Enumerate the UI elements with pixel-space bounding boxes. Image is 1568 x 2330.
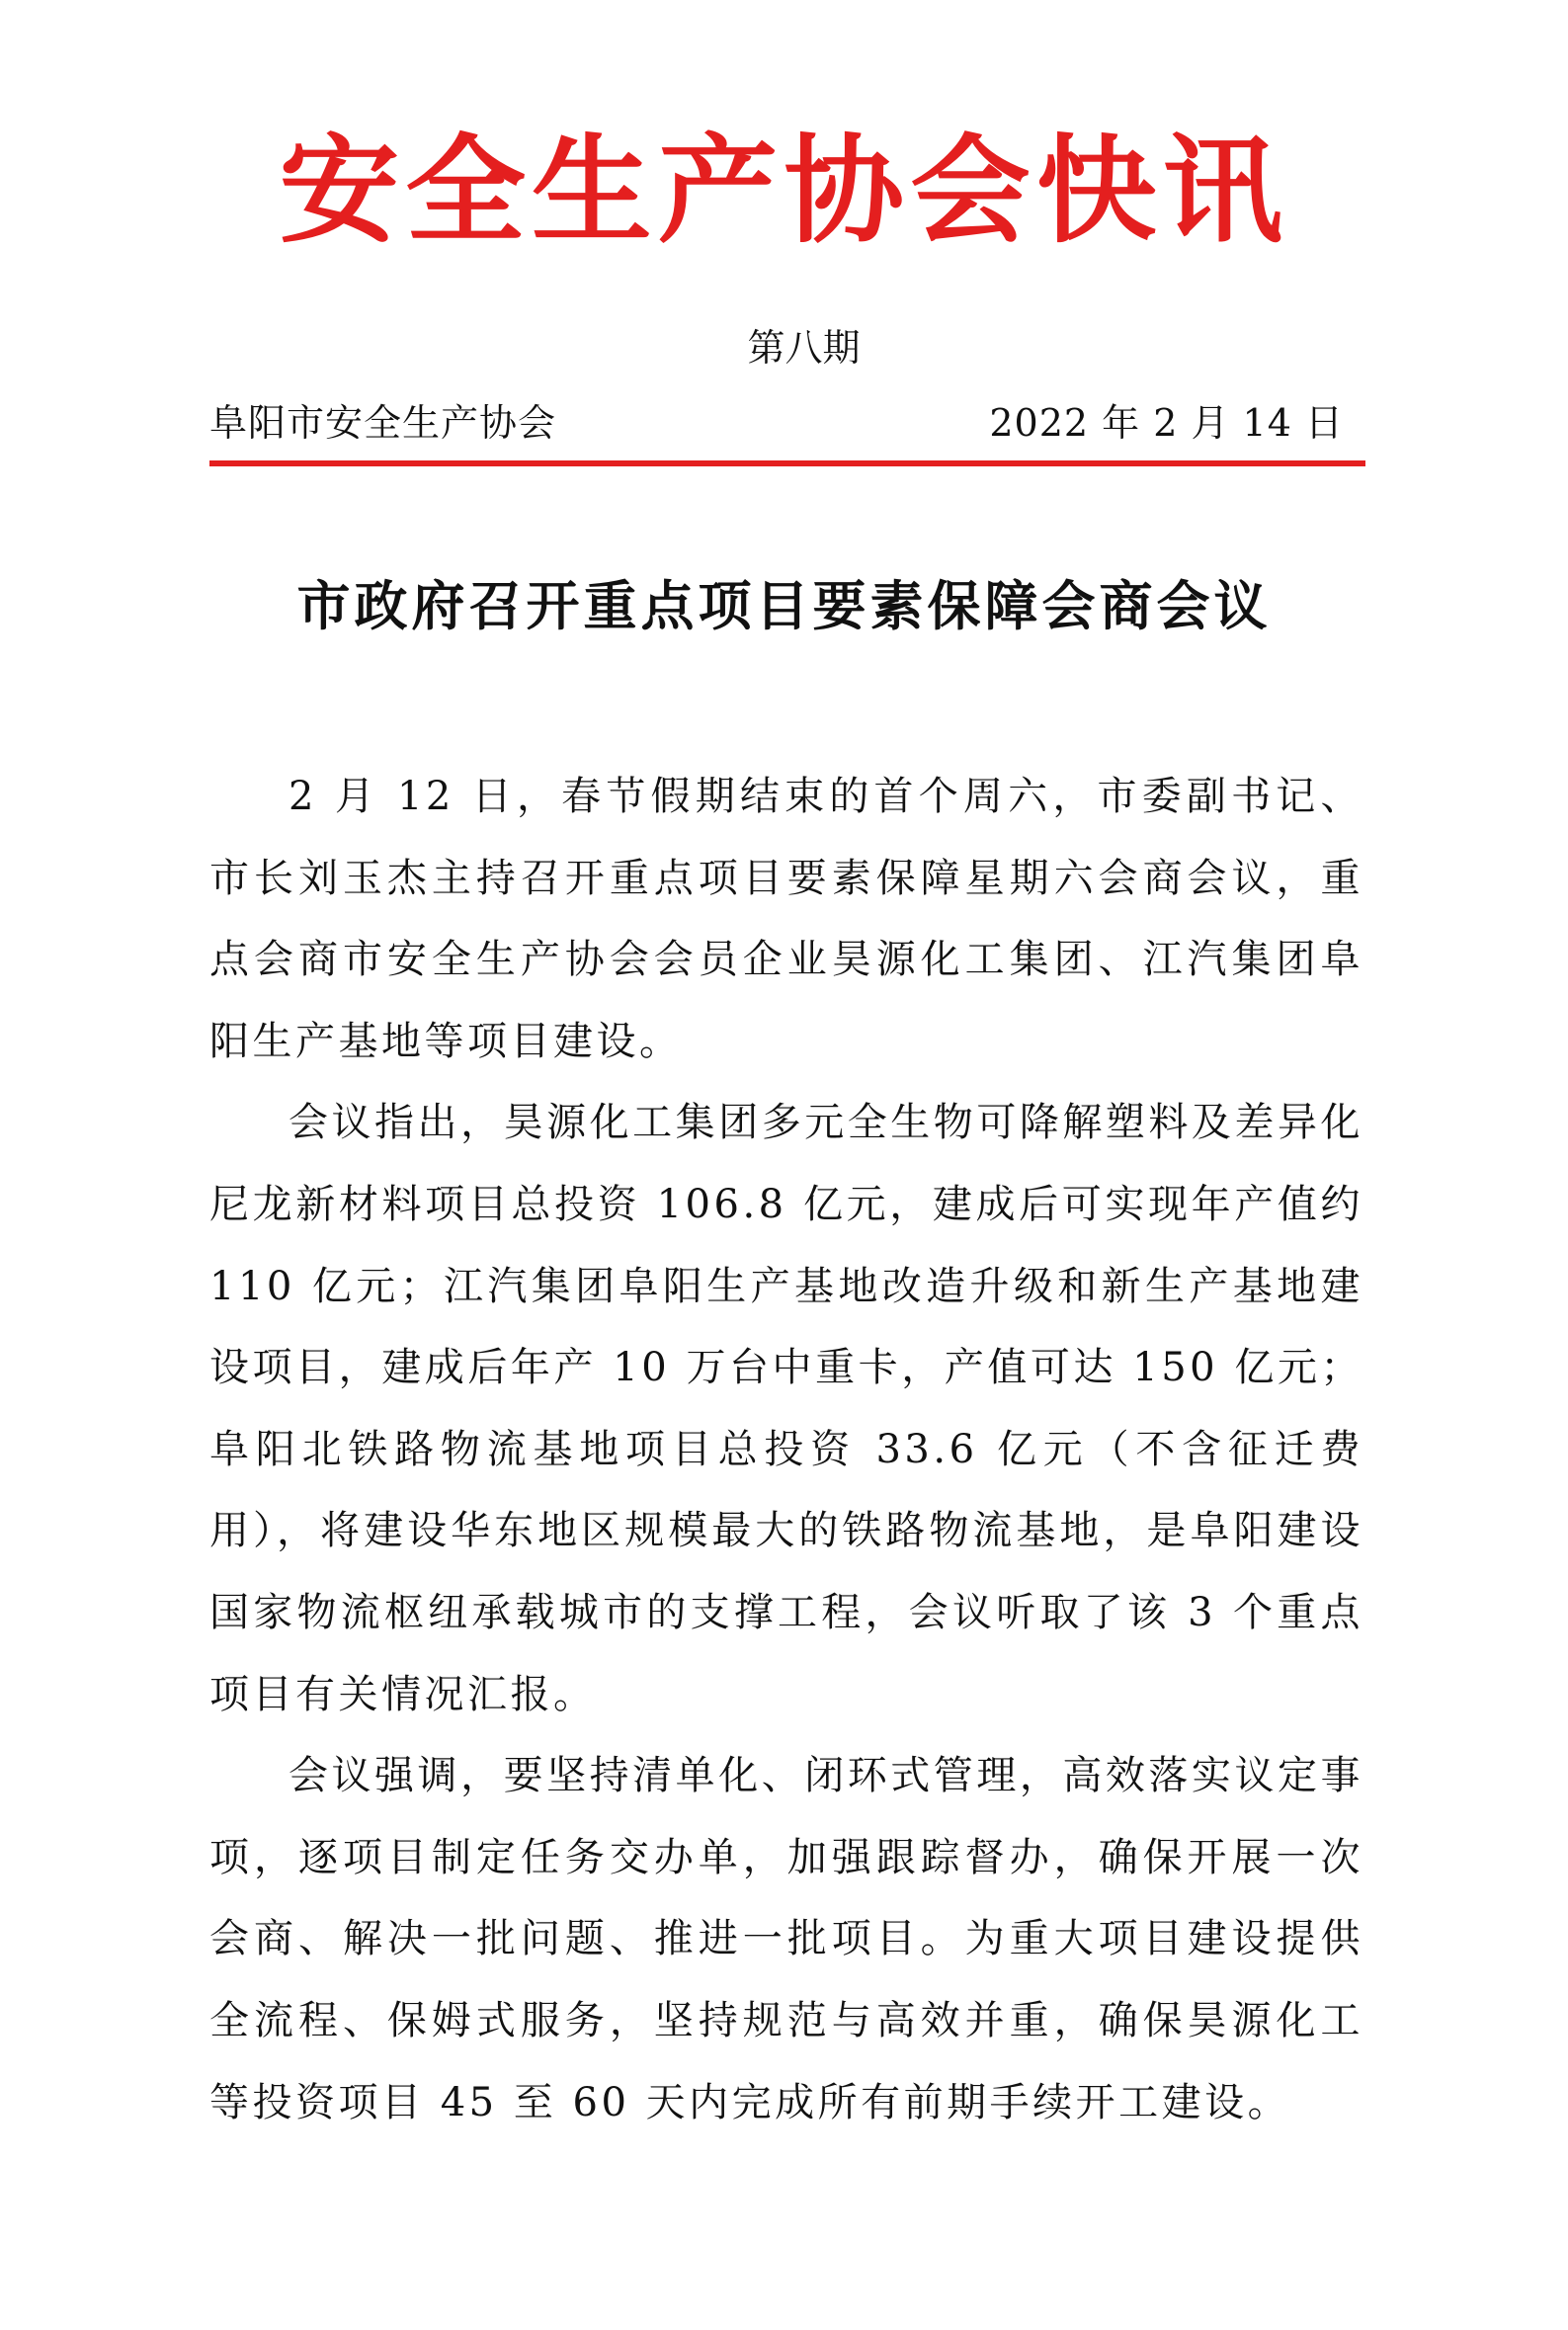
- paragraph: 2 月 12 日，春节假期结束的首个周六，市委副书记、市长刘玉杰主持召开重点项目要素保障星期六会商会议，重点会商市安全生产协会会员企业昊源化工集团、江汽集团阜阳生产基地等项目建设。: [209, 774, 1363, 1064]
- publisher-date-row: [209, 398, 1365, 448]
- publish-date: 2022 年 2 月 14 日: [989, 401, 1344, 445]
- red-divider: [209, 460, 1365, 466]
- paragraph: 会议指出，昊源化工集团多元全生物可降解塑料及差异化尼龙新材料项目总投资 106.8 亿元，建成后可实现年产值约 110 亿元；江汽集团阜阳生产基地改造升级和新生产基地建设项目，建成后年产 10 万台中重卡，产值可达 150 亿元；阜阳北铁路物流基地项目总投资 33.6 亿元（不含征迁费用），将建设华东地区规模最大的铁路物流基地，是阜阳建设国家物流枢纽承载城市的支撑工程，会议听取了该 3 个重点项目有关情况汇报。: [209, 1100, 1363, 1717]
- article-body: [209, 756, 1363, 2143]
- publisher-name: 阜阳市安全生产协会: [209, 401, 557, 445]
- masthead-title: 安全生产协会快讯: [279, 122, 1289, 259]
- paragraph: 会议强调，要坚持清单化、闭环式管理，高效落实议定事项，逐项目制定任务交办单，加强跟踪督办，确保开展一次会商、解决一批问题、推进一批项目。为重大项目建设提供全流程、保姆式服务，坚持规范与高效并重，确保昊源化工等投资项目 45 至 60 天内完成所有前期手续开工建设。: [209, 1753, 1363, 2125]
- article-title: 市政府召开重点项目要素保障会商会议: [296, 574, 1272, 637]
- issue-number: 第八期: [747, 326, 861, 370]
